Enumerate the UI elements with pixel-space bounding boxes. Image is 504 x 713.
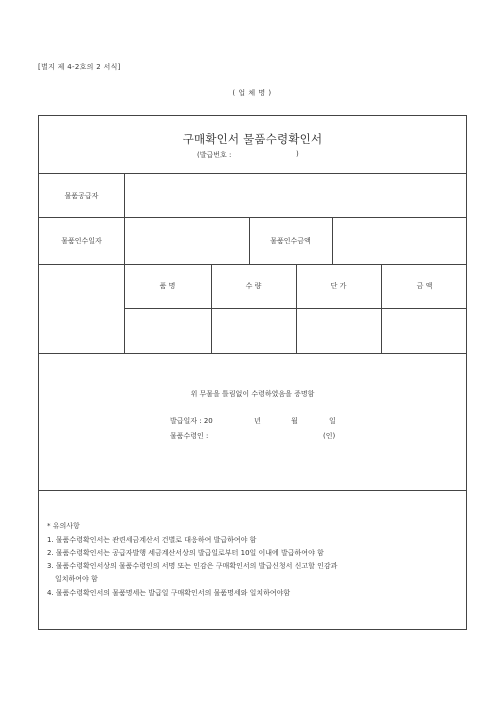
divider bbox=[39, 173, 466, 174]
issue-date-day-unit: 일 bbox=[329, 417, 336, 425]
divider bbox=[332, 217, 333, 264]
column-amount: 금 액 bbox=[416, 282, 433, 290]
column-quantity: 수 량 bbox=[245, 282, 262, 290]
document-title: 구매확인서 물품수령확인서 bbox=[182, 132, 323, 146]
divider bbox=[39, 353, 466, 354]
column-item-name: 품 명 bbox=[159, 282, 176, 290]
divider bbox=[39, 217, 466, 218]
issue-date-month-unit: 월 bbox=[291, 417, 298, 425]
divider bbox=[296, 264, 297, 353]
receipt-amount-label: 물품인수금액 bbox=[270, 237, 311, 245]
issue-number-close: ) bbox=[296, 150, 299, 158]
note-item: 3. 물품수령확인서상의 물품수령인의 서명 또는 인감은 구매확인서의 발급신청서 신고할 인감과 bbox=[47, 562, 338, 570]
divider bbox=[124, 308, 466, 309]
confirmation-form bbox=[38, 115, 467, 630]
issue-number-label: (발급번호 : bbox=[197, 151, 232, 159]
issue-date-label: 발급일자 : 20 bbox=[170, 417, 213, 425]
issue-date-year-unit: 년 bbox=[254, 417, 261, 425]
note-item: 2. 물품수령확인서는 공급자발행 세금계산서상의 발급일로부터 10일 이내에 발급하여야 함 bbox=[47, 549, 324, 557]
divider bbox=[39, 264, 466, 265]
form-reference: [별지 제 4-2호의 2 서식] bbox=[38, 63, 121, 71]
receiver-label: 물품수령인 : bbox=[170, 432, 209, 440]
notes-heading: * 유의사항 bbox=[47, 522, 80, 530]
receipt-date-label: 물품인수일자 bbox=[61, 237, 102, 245]
company-name: ( 업 체 명 ) bbox=[232, 89, 272, 97]
divider bbox=[211, 264, 212, 353]
supplier-label: 물품공급자 bbox=[64, 192, 99, 200]
divider bbox=[381, 264, 382, 353]
note-item: 1. 물품수령확인서는 관련세금계산서 건별로 대응하여 발급하여야 함 bbox=[47, 536, 257, 544]
column-unit-price: 단 가 bbox=[330, 282, 347, 290]
divider bbox=[39, 490, 466, 491]
seal-label: (인) bbox=[323, 432, 336, 440]
certify-text: 위 무물을 틀림없이 수령하였음을 증명함 bbox=[190, 390, 315, 398]
divider bbox=[124, 173, 125, 353]
note-item: 4. 물품수령확인서의 물품명세는 발급일 구매확인서의 물품명세와 일치하여야함 bbox=[47, 589, 291, 597]
note-item: 일치하여야 함 bbox=[55, 575, 98, 583]
